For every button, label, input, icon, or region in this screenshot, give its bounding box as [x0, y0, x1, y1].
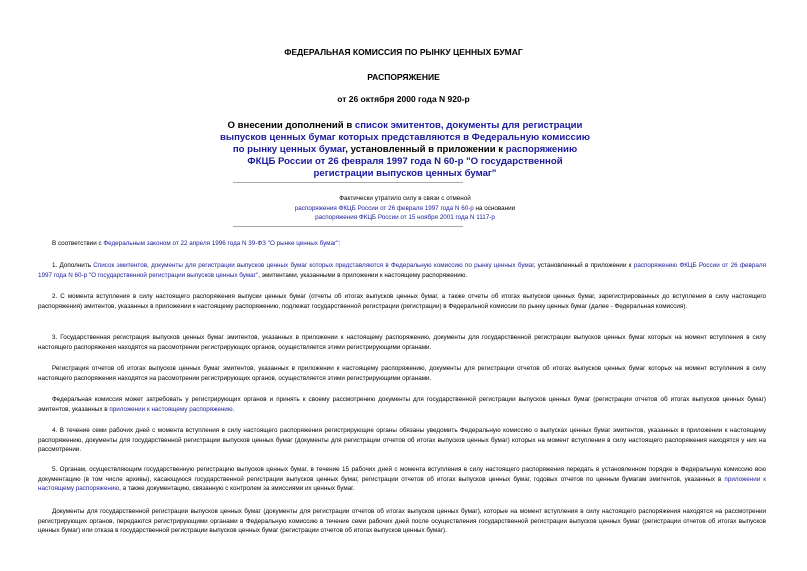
p1-text-3: , эмитентами, указанными в приложении к настоящему распоряжению. — [258, 271, 468, 279]
status-line: Фактически утратило силу в связи с отменой — [339, 195, 471, 202]
document-title — [220, 120, 590, 180]
p7-text-1: 5. Органам, осуществляющим государственную регистрацию выпусков ценных бумаг, в течение 15 рабочих дней с момента вступления в силу настоящего распоряжения передать в установленном порядке в Федеральную комиссию всю документацию (в том числе архивы), касающуюся государственной регистрации выпусков ценных бумаг, регистрации отчетов об итогах выпусков ценных бумаг, годовых отчетов по ценным бумагам эмитентов, указанных в — [38, 466, 766, 483]
paragraph-3-continued: Регистрация отчетов об итогах выпусков ценных бумаг эмитентов, указанных в приложении к настоящему распоряжению, документы для регистрации отчетов об итогах выпусков ценных бумаг которых на момент вступления в силу настоящего распоряжения находятся на рассмотрении регистрирующих органов, осуществляется этими регистрирующими органами. — [38, 365, 766, 382]
p1-text-2: , установленный в приложении к — [533, 262, 634, 269]
paragraph-2: 2. С момента вступления в силу настоящего распоряжения выпуски ценных бумаг (отчеты об итогах выпусков ценных бумаг, а также отчеты об итогах выпусков ценных бумаг, зарегистрированных до вступления в силу настоящего распоряжения) эмитентов, указанных в приложении к настоящему распоряжению, подлежат государственной регистрации (регистрации) в Федеральной комиссии по рынку ценных бумаг (далее - Федеральная комиссия). — [38, 293, 766, 310]
status-mid-text: на основании — [473, 204, 516, 212]
p7-link-appendix[interactable]: приложении к настоящему распоряжению — [38, 475, 766, 492]
p1-text-1: 1. Дополнить — [52, 262, 94, 269]
p5-text-1: Федеральная комиссия может затребовать у регистрирующих органов и принять к своему рассмотрению документы для государственной регистрации выпусков ценных бумаг (регистрации отчетов об итогах выпусков ценных бумаг) эмитентов, указанных в — [38, 396, 766, 413]
paragraph-5 — [38, 465, 766, 494]
title-link-order-60r[interactable]: распоряжению ФКЦБ России от 26 февраля 1997 года N 60-р "О государственной регистрации выпусков ценных бумаг" — [247, 144, 578, 179]
paragraph-4: 4. В течение семи рабочих дней с момента вступления в силу настоящего распоряжения регистрирующие органы обязаны уведомить Федеральную комиссию о выпусках ценных бумаг эмитентов, указанных в приложении к настоящему распоряжению, документы для государственной регистрации выпусков ценных бумаг (документы для регистрации отчетов об итогах выпусков ценных бумаг) которых на момент вступления в силу настоящего распоряжения находятся у них на рассмотрении. — [38, 427, 766, 453]
intro-link-law-39fz[interactable]: Федеральным законом от 22 апреля 1996 года N 39-ФЗ "О рынке ценных бумаг" — [103, 240, 339, 247]
divider-top — [233, 182, 463, 183]
paragraph-5-continued: Документы для государственной регистрации выпусков ценных бумаг (документы для регистрации отчетов об итогах выпусков ценных бумаг), которые на момент вступления в силу настоящего распоряжения находятся на рассмотрении регистрирующих органов, передаются регистрирующими органами в Федеральную комиссию в течение семи рабочих дней после осуществления государственной регистрации выпусков ценных бумаг (регистрации отчетов об итогах выпусков ценных бумаг) или отказа в государственной регистрации выпусков ценных бумаг (регистрации отчетов об итогах выпусков ценных бумаг). — [38, 508, 766, 534]
paragraph-intro — [38, 239, 766, 249]
p5-link-appendix[interactable]: приложении к настоящему распоряжению — [109, 405, 233, 413]
p7-text-2: , а также документацию, связанную с контролем за эмиссиями их ценных бумаг. — [119, 485, 355, 492]
document-date: от 26 октября 2000 года N 920-р — [337, 94, 470, 104]
issuer-heading: ФЕДЕРАЛЬНАЯ КОМИССИЯ ПО РЫНКУ ЦЕННЫХ БУМАГ — [284, 47, 523, 57]
p5-text-2: . — [232, 405, 235, 413]
status-link-order-60r[interactable]: распоряжения ФКЦБ России от 26 февраля 1997 года N 60-р — [294, 204, 474, 212]
p1-link-emitent-list[interactable]: Список эмитентов, документы для регистрации выпусков ценных бумаг которых представляются в Федеральную комиссию по рынку ценных бумаг — [93, 262, 534, 269]
title-text-1: О внесении дополнений в — [227, 120, 355, 131]
p1-link-order-60r[interactable]: распоряжению ФКЦБ России от 26 февраля 1997 года N 60-р "О государственной регистрации выпусков ценных бумаг" — [38, 262, 766, 279]
document-type: РАСПОРЯЖЕНИЕ — [367, 72, 440, 82]
validity-status — [233, 194, 577, 223]
intro-text: В соответствии с — [52, 240, 104, 247]
status-link-order-1117r[interactable]: распоряжения ФКЦБ России от 15 ноября 2001 года N 1117-р — [315, 214, 495, 221]
paragraph-1 — [38, 261, 766, 280]
paragraph-federal-commission — [38, 395, 766, 414]
title-text-2: , установленный в приложении к — [345, 144, 506, 155]
paragraph-3: 3. Государственная регистрация выпусков ценных бумаг эмитентов, указанных в приложении к настоящему распоряжению, документы для государственной регистрации выпусков ценных бумаг которых на момент вступления в силу настоящего распоряжения находятся на рассмотрении регистрирующих органов, осуществляется этими регистрирующими органами. — [38, 334, 766, 351]
title-link-emitent-list[interactable]: список эмитентов, документы для регистрации выпусков ценных бумаг которых представляются в Федеральную комиссию по рынку ценных бумаг — [220, 120, 590, 155]
divider-bottom — [233, 226, 463, 227]
intro-end: : — [338, 240, 341, 247]
